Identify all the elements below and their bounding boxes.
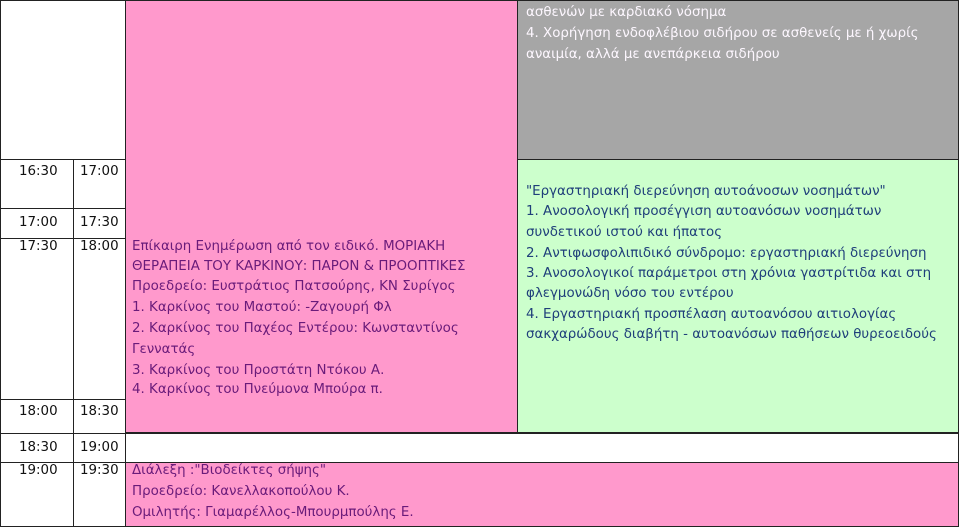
time-start-cell — [0, 208, 74, 239]
oncology-line: 3. Καρκίνος του Προστάτη Ντόκου Α. — [132, 363, 385, 378]
session-autoimmune-cell — [517, 159, 959, 433]
time-end: 19:00 — [80, 440, 119, 455]
time-start-cell — [0, 399, 74, 434]
oncology-line: 2. Καρκίνος του Παχέος Εντέρου: Κωνσταντίνος — [132, 321, 459, 336]
time-start: 17:30 — [19, 239, 58, 254]
time-end: 17:30 — [80, 215, 119, 230]
time-start-cell — [0, 238, 74, 400]
lecture-cell — [125, 462, 959, 527]
oncology-line: Προεδρείο: Ευστράτιος Πατσούρης, ΚΝ Συρίγος — [132, 279, 456, 294]
oncology-line: 4. Καρκίνος του Πνεύμονα Μπούρα π. — [132, 382, 383, 397]
autoimmune-line: φλεγμονώδη νόσο του εντέρου — [526, 286, 734, 301]
autoimmune-line: 2. Αντιφωσφολιπιδικό σύνδρομο: εργαστηριακή διερεύνηση — [526, 246, 927, 261]
time-start-cell — [0, 159, 74, 209]
time-end-cell — [73, 238, 126, 400]
time-start: 17:00 — [19, 215, 58, 230]
lecture-line: Ομιλητής: Γιαμαρέλλος-Μπουρμπούλης Ε. — [132, 505, 414, 520]
time-start-cell — [0, 462, 74, 527]
time-end-cell — [73, 208, 126, 239]
cardiology-line: αναιμία, αλλά με ανεπάρκεια σιδήρου — [526, 47, 780, 62]
time-end-cell — [73, 159, 126, 209]
cardiology-line: ασθενών με καρδιακό νόσημα — [526, 5, 727, 20]
time-end-cell — [73, 399, 126, 434]
time-end: 19:30 — [80, 463, 119, 478]
autoimmune-line: σακχαρώδους διαβήτη - αυτοανόσων παθήσεων θυρεοειδούς — [526, 327, 937, 342]
oncology-line: Επίκαιρη Ενημέρωση από τον ειδικό. ΜΟΡΙΑΚΗ — [132, 239, 446, 254]
autoimmune-line: 1. Ανοσολογική προσέγγιση αυτοανόσων νοσημάτων — [526, 204, 882, 219]
time-end-cell — [73, 433, 126, 463]
time-end: 17:00 — [80, 164, 119, 179]
time-start: 18:30 — [19, 440, 58, 455]
autoimmune-line: συνδετικού ιστού και ήπατος — [526, 225, 723, 240]
oncology-line: Γεννατάς — [132, 342, 196, 357]
autoimmune-line: 4. Εργαστηριακή προσπέλαση αυτοανόσου αιτιολογίας — [526, 307, 897, 322]
lecture-line: Διάλεξη :"Βιοδείκτες σήψης" — [132, 463, 327, 478]
time-end: 18:00 — [80, 239, 119, 254]
oncology-line: 1. Καρκίνος του Μαστού: -Ζαγουρή Φλ — [132, 300, 392, 315]
lecture-line: Προεδρείο: Κανελλακοπούλου Κ. — [132, 484, 350, 499]
session-oncology-cell — [125, 0, 518, 433]
time-start-cell — [0, 433, 74, 463]
time-end-cell — [73, 462, 126, 527]
session-cardiology-cell — [517, 0, 959, 160]
autoimmune-line: "Εργαστηριακή διερεύνηση αυτοάνοσων νοσημάτων" — [526, 184, 886, 199]
cardiology-line: 4. Χορήγηση ενδοφλέβιου σιδήρου σε ασθενείς με ή χωρίς — [526, 26, 919, 41]
time-start: 16:30 — [19, 164, 58, 179]
time-start: 19:00 — [19, 463, 58, 478]
empty-slot-cell — [125, 433, 959, 463]
oncology-line: ΘΕΡΑΠΕΙΑ ΤΟΥ ΚΑΡΚΙΝΟΥ: ΠΑΡΟΝ & ΠΡΟΟΠΤΙΚΕΣ — [132, 259, 466, 274]
time-end: 18:30 — [80, 404, 119, 419]
time-column-blank — [0, 0, 126, 160]
autoimmune-line: 3. Ανοσολογικοί παράμετροι στη χρόνια γαστρίτιδα και στη — [526, 266, 932, 281]
time-start: 18:00 — [19, 404, 58, 419]
